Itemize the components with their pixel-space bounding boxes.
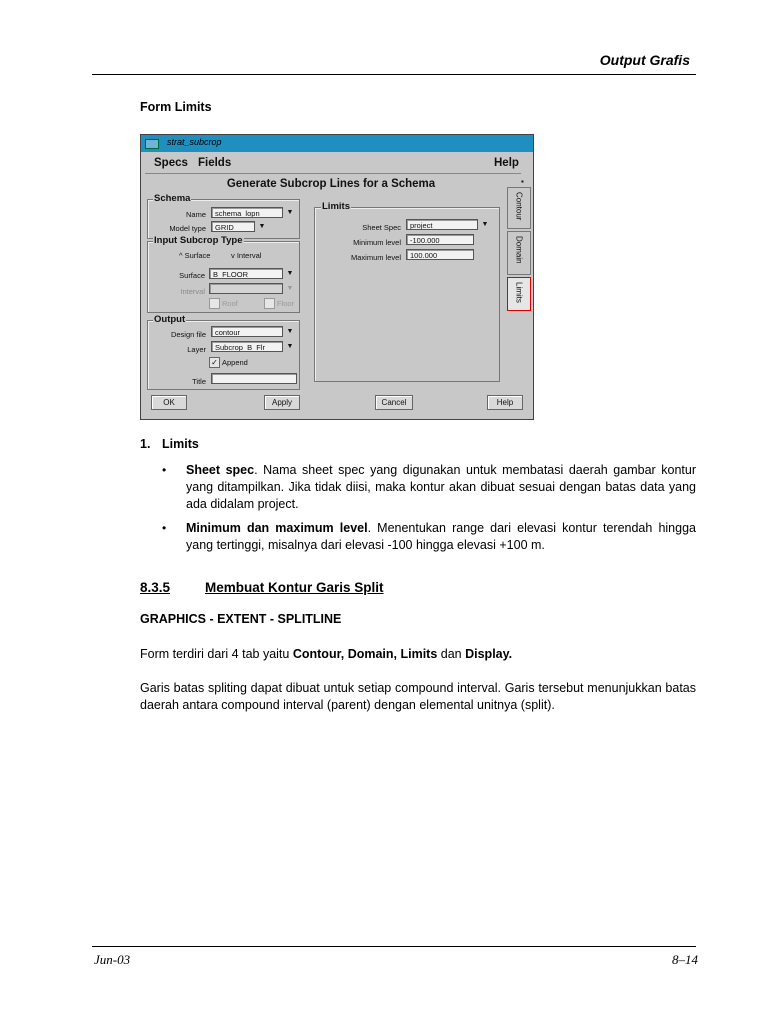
max-level-field[interactable]: 100.000 bbox=[406, 249, 474, 260]
roof-checkbox[interactable] bbox=[209, 298, 220, 309]
tab-limits-label: Limits bbox=[514, 282, 524, 303]
layer-field[interactable]: Subcrop_B_Flr bbox=[211, 341, 283, 352]
tab-domain[interactable] bbox=[507, 231, 531, 275]
tab-contour[interactable] bbox=[507, 187, 531, 229]
radio-off-icon: v bbox=[231, 251, 235, 260]
section-title: Limits bbox=[162, 437, 199, 451]
section-number: 1. bbox=[140, 437, 151, 451]
menu-help[interactable]: Help bbox=[494, 157, 519, 169]
scroll-up-icon[interactable]: ▪ bbox=[521, 177, 524, 186]
tabs-paragraph bbox=[140, 646, 696, 663]
surface-field[interactable]: B_FLOOR bbox=[209, 268, 283, 279]
chevron-down-icon[interactable]: ▼ bbox=[286, 270, 294, 277]
page-header-title: Output Grafis bbox=[599, 52, 690, 68]
floor-checkbox[interactable] bbox=[264, 298, 275, 309]
menu-fields[interactable]: Fields bbox=[198, 157, 232, 169]
radio-interval[interactable] bbox=[231, 251, 261, 260]
bullet-term: Minimum dan maximum level bbox=[186, 521, 368, 535]
output-group-title: Output bbox=[154, 314, 186, 325]
chevron-down-icon[interactable]: ▼ bbox=[481, 221, 489, 228]
title-label: Title bbox=[192, 377, 206, 386]
bullet-term: Sheet spec bbox=[186, 463, 255, 477]
strat-subcrop-dialog bbox=[140, 134, 534, 420]
design-file-label: Design file bbox=[170, 330, 206, 339]
dialog-heading: Generate Subcrop Lines for a Schema bbox=[226, 178, 436, 190]
para-middle: dan bbox=[437, 647, 466, 661]
bullet-icon: • bbox=[162, 521, 167, 535]
menu-specs[interactable]: Specs bbox=[154, 157, 188, 169]
model-type-label: Model type bbox=[169, 224, 206, 233]
bullet-icon: • bbox=[162, 463, 167, 477]
append-label: Append bbox=[222, 358, 248, 367]
splitline-paragraph: Garis batas spliting dapat dibuat untuk setiap compound interval. Garis tersebut menunjukkan batas daerah antara compound interval (parent) dengan elemental unitnya (split). bbox=[140, 681, 696, 712]
surface-label: Surface bbox=[179, 271, 205, 280]
bullet-text: . Menentukan range dari elevasi kontur terendah hingga yang tertinggi, misalnya dari elevasi -100 hingga elevasi +100 m. bbox=[186, 521, 696, 552]
roof-label: Roof bbox=[222, 299, 238, 308]
window-menu-icon[interactable] bbox=[145, 139, 159, 149]
title-field[interactable] bbox=[211, 373, 297, 384]
radio-on-icon: ^ bbox=[179, 251, 183, 260]
subsection-number: 8.3.5 bbox=[140, 580, 171, 595]
sheet-spec-field[interactable]: project bbox=[406, 219, 478, 230]
last-tab: Display. bbox=[465, 647, 513, 661]
append-checkbox[interactable] bbox=[209, 357, 220, 368]
schema-name-label: Name bbox=[185, 210, 206, 219]
chevron-down-icon[interactable]: ▼ bbox=[286, 343, 294, 350]
bullet-min-max-level bbox=[186, 520, 696, 554]
tab-list: Contour, Domain, Limits bbox=[292, 647, 438, 661]
page-number: 8–14 bbox=[672, 952, 698, 967]
help-button[interactable]: Help bbox=[487, 395, 523, 410]
layer-label: Layer bbox=[187, 345, 206, 354]
bullet-text: . Nama sheet spec yang digunakan untuk membatasi daerah gambar kontur yang ditampilkan. Jika tidak diisi, maka kontur akan dibuat sesuai dengan batas data yang ada didalam project. bbox=[186, 463, 696, 511]
tab-contour-label: Contour bbox=[514, 192, 524, 221]
limits-group-title: Limits bbox=[322, 201, 350, 212]
chevron-down-icon[interactable]: ▼ bbox=[286, 285, 294, 292]
apply-button[interactable]: Apply bbox=[264, 395, 300, 410]
max-level-label: Maximum level bbox=[350, 253, 401, 262]
schema-name-field[interactable]: schema_lopn bbox=[211, 207, 283, 218]
radio-surface-label: Surface bbox=[184, 251, 211, 260]
radio-surface[interactable] bbox=[179, 251, 210, 260]
window-title: strat_subcrop bbox=[167, 137, 222, 147]
footer-date: Jun-03 bbox=[94, 952, 131, 967]
radio-interval-label: Interval bbox=[236, 251, 262, 260]
cancel-button[interactable]: Cancel bbox=[375, 395, 413, 410]
chevron-down-icon[interactable]: ▼ bbox=[286, 328, 294, 335]
bullet-sheet-spec bbox=[186, 462, 696, 513]
chevron-down-icon[interactable]: ▼ bbox=[286, 209, 294, 216]
figure-caption: Form Limits bbox=[140, 100, 212, 114]
header-rule bbox=[92, 74, 696, 75]
footer-rule bbox=[92, 946, 696, 947]
tab-limits[interactable] bbox=[507, 277, 531, 311]
subsection-title: Membuat Kontur Garis Split bbox=[205, 580, 384, 595]
tab-strip bbox=[507, 187, 531, 387]
para-prefix: Form terdiri dari 4 tab yaitu bbox=[140, 647, 293, 661]
checkmark-icon: ✓ bbox=[211, 358, 218, 367]
min-level-label: Minimum level bbox=[353, 238, 401, 247]
design-file-field[interactable]: contour bbox=[211, 326, 283, 337]
schema-group bbox=[147, 199, 300, 239]
window-titlebar bbox=[141, 135, 533, 152]
menubar bbox=[141, 154, 533, 172]
interval-label: Interval bbox=[180, 287, 205, 296]
tab-domain-label: Domain bbox=[514, 236, 524, 264]
interval-field[interactable] bbox=[209, 283, 283, 294]
menu-path: GRAPHICS - EXTENT - SPLITLINE bbox=[140, 612, 342, 626]
chevron-down-icon[interactable]: ▼ bbox=[258, 223, 266, 230]
schema-group-title: Schema bbox=[154, 193, 191, 204]
menu-divider bbox=[145, 173, 521, 174]
ok-button[interactable]: OK bbox=[151, 395, 187, 410]
input-subcrop-group-title: Input Subcrop Type bbox=[154, 235, 243, 246]
min-level-field[interactable]: -100.000 bbox=[406, 234, 474, 245]
model-type-field[interactable]: GRID bbox=[211, 221, 255, 232]
floor-label: Floor bbox=[277, 299, 295, 308]
sheet-spec-label: Sheet Spec bbox=[362, 223, 401, 232]
